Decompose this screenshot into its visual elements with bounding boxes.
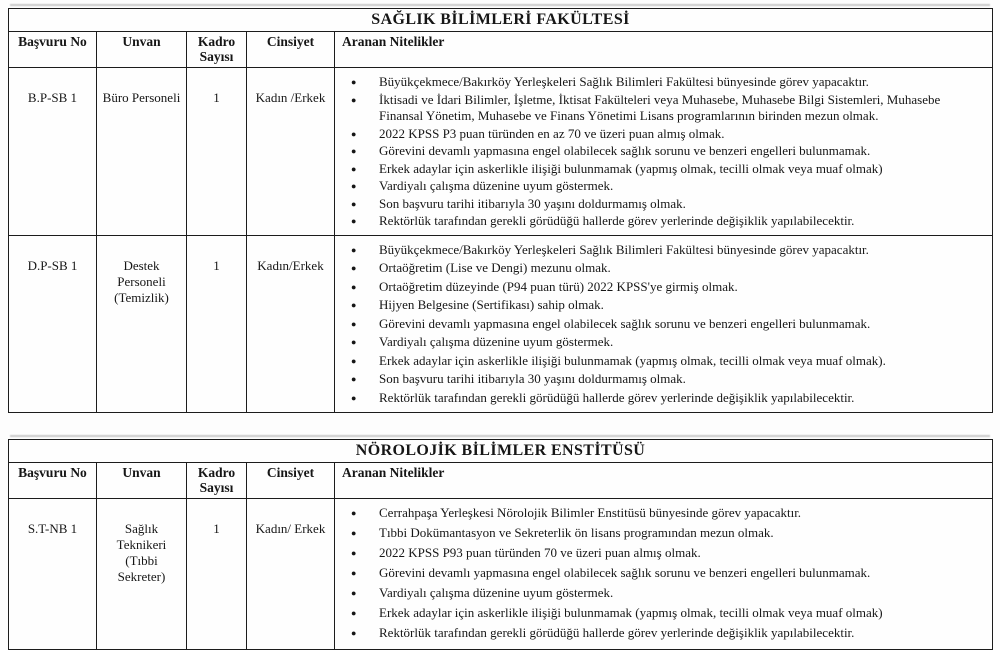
requirement-item [347, 178, 986, 195]
bullet-icon: ● [351, 263, 357, 273]
bullet-icon: ● [351, 216, 357, 226]
column-header-cinsiyet: Cinsiyet [247, 32, 335, 68]
requirement-text: Rektörlük tarafından gerekli görüdüğü hallerde görev yerlerinde değişiklik yapılabilecektir. [379, 213, 855, 228]
requirement-text: İktisadi ve İdari Bilimler, İşletme, İktisat Fakülteleri veya Muhasebe, Muhasebe Bilgi Sistemleri, Muhasebe Finansal Yönetim, Muhasebe ve Finans Yönetimi Lisans programlarının birinden mezun olmak. [379, 91, 941, 123]
requirement-item [347, 545, 986, 562]
cell-cinsiyet: Kadın/ Erkek [247, 499, 335, 650]
cell-unvan: Sağlık Teknikeri (Tıbbi Sekreter) [97, 499, 187, 650]
column-header-aranan-nitelikler: Aranan Nitelikler [335, 463, 993, 499]
requirement-text: Tıbbi Dokümantasyon ve Sekreterlik ön lisans programından mezun olmak. [379, 525, 774, 540]
job-table [8, 8, 993, 413]
cell-kadro-sayisi: 1 [187, 235, 247, 413]
requirement-item [347, 213, 986, 230]
requirement-item [347, 625, 986, 642]
bullet-icon: ● [351, 300, 357, 310]
requirement-text: Ortaöğretim düzeyinde (P94 puan türü) 2022 KPSS'ye girmiş olmak. [379, 278, 738, 294]
requirement-item [347, 92, 986, 125]
requirement-item [347, 334, 986, 351]
requirement-item [347, 126, 986, 143]
column-header-kadro-sayisi: Kadro Sayısı [187, 463, 247, 499]
requirement-text: Rektörlük tarafından gerekli görüdüğü hallerde görev yerlerinde değişiklik yapılabilecektir. [379, 625, 855, 640]
cell-aranan-nitelikler [335, 235, 993, 413]
requirement-text: Büyükçekmece/Bakırköy Yerleşkeleri Sağlık Bilimleri Fakültesi bünyesinde görev yapacaktır. [379, 74, 869, 89]
column-header-unvan: Unvan [97, 463, 187, 499]
bullet-icon: ● [351, 181, 357, 191]
requirement-item [347, 242, 986, 259]
requirement-item [347, 390, 986, 407]
requirement-text: Görevini devamlı yapmasına engel olabilecek sağlık sorunu ve benzeri engelleri bulunmamak. [379, 143, 871, 158]
job-table-section [8, 439, 992, 650]
bullet-icon: ● [351, 318, 357, 329]
bullet-icon: ● [351, 94, 357, 105]
bullet-icon: ● [351, 528, 357, 538]
cell-aranan-nitelikler [335, 499, 993, 650]
requirement-text: Vardiyalı çalışma düzenine uyum göstermek. [379, 178, 614, 193]
cell-basvuru-no: D.P-SB 1 [9, 235, 97, 413]
cell-aranan-nitelikler [335, 68, 993, 236]
bullet-icon: ● [351, 568, 357, 578]
cell-basvuru-no: B.P-SB 1 [9, 68, 97, 236]
requirement-text: Büyükçekmece/Bakırköy Yerleşkeleri Sağlık Bilimleri Fakültesi bünyesinde görev yapacaktır. [379, 241, 869, 257]
cell-cinsiyet: Kadın /Erkek [247, 68, 335, 236]
requirement-item [347, 161, 986, 178]
bullet-icon: ● [351, 588, 357, 598]
cell-kadro-sayisi: 1 [187, 68, 247, 236]
bullet-icon: ● [351, 77, 357, 87]
requirement-item [347, 353, 986, 370]
bullet-icon: ● [351, 281, 357, 292]
requirement-item [347, 143, 986, 160]
requirement-item [347, 316, 986, 333]
table-title: NÖROLOJİK BİLİMLER ENSTİTÜSÜ [9, 440, 993, 463]
bullet-icon: ● [351, 392, 357, 403]
requirement-text: Erkek adaylar için askerlikle ilişiği bulunmamak (yapmış olmak, tecilli olmak veya muaf olmak) [379, 160, 883, 176]
table-row [9, 68, 993, 236]
bullet-icon: ● [351, 374, 357, 384]
bullet-icon: ● [351, 128, 357, 139]
column-header-kadro-sayisi: Kadro Sayısı [187, 32, 247, 68]
cell-unvan: Büro Personeli [97, 68, 187, 236]
requirement-text: Son başvuru tarihi itibarıyla 30 yaşını doldurmamış olmak. [379, 371, 686, 386]
requirement-item [347, 371, 986, 388]
requirement-item [347, 279, 986, 296]
cell-kadro-sayisi: 1 [187, 499, 247, 650]
bullet-icon: ● [351, 508, 357, 518]
bullet-icon: ● [351, 608, 357, 618]
requirement-item [347, 525, 986, 542]
requirement-item [347, 260, 986, 277]
requirement-item [347, 297, 986, 314]
bullet-icon: ● [351, 198, 357, 209]
bullet-icon: ● [351, 146, 357, 156]
requirement-text: Rektörlük tarafından gerekli görüdüğü hallerde görev yerlerinde değişiklik yapılabilecektir. [379, 389, 855, 405]
requirement-item [347, 505, 986, 522]
column-header-aranan-nitelikler: Aranan Nitelikler [335, 32, 993, 68]
job-table [8, 439, 993, 650]
requirement-text: Görevini devamlı yapmasına engel olabilecek sağlık sorunu ve benzeri engelleri bulunmamak. [379, 565, 871, 580]
bullet-icon: ● [351, 628, 357, 638]
requirement-item [347, 605, 986, 622]
requirement-text: Erkek adaylar için askerlikle ilişiği bulunmamak (yapmış olmak, tecilli olmak veya muaf olmak). [379, 352, 886, 368]
column-header-unvan: Unvan [97, 32, 187, 68]
bullet-icon: ● [351, 337, 357, 347]
requirement-text: Ortaöğretim (Lise ve Dengi) mezunu olmak. [379, 260, 611, 275]
requirement-item [347, 74, 986, 91]
bullet-icon: ● [351, 163, 357, 174]
job-table-section [8, 8, 992, 413]
requirement-text: Vardiyalı çalışma düzenine uyum göstermek. [379, 334, 614, 349]
cell-basvuru-no: S.T-NB 1 [9, 499, 97, 650]
table-title: SAĞLIK BİLİMLERİ FAKÜLTESİ [9, 9, 993, 32]
requirement-text: Erkek adaylar için askerlikle ilişiği bulunmamak (yapmış olmak, tecilli olmak veya muaf olmak) [379, 605, 883, 620]
column-header-basvuru-no: Başvuru No [9, 463, 97, 499]
requirement-text: Hijyen Belgesine (Sertifikası) sahip olmak. [379, 297, 604, 312]
requirement-text: Vardiyalı çalışma düzenine uyum göstermek. [379, 585, 614, 600]
requirement-text: Son başvuru tarihi itibarıyla 30 yaşını doldurmamış olmak. [379, 195, 686, 211]
column-header-basvuru-no: Başvuru No [9, 32, 97, 68]
requirement-text: 2022 KPSS P3 puan türünden en az 70 ve üzeri puan almış olmak. [379, 125, 725, 141]
table-row [9, 235, 993, 413]
requirement-text: Cerrahpaşa Yerleşkesi Nörolojik Bilimler Enstitüsü bünyesinde görev yapacaktır. [379, 505, 802, 520]
requirement-item [347, 196, 986, 213]
requirement-text: Görevini devamlı yapmasına engel olabilecek sağlık sorunu ve benzeri engelleri bulunmamak. [379, 315, 871, 331]
bullet-icon: ● [351, 548, 357, 558]
bullet-icon: ● [351, 355, 357, 366]
cell-cinsiyet: Kadın/Erkek [247, 235, 335, 413]
bullet-icon: ● [351, 244, 357, 255]
requirement-text: 2022 KPSS P93 puan türünden 70 ve üzeri puan almış olmak. [379, 545, 701, 560]
cell-unvan: Destek Personeli (Temizlik) [97, 235, 187, 413]
table-row [9, 499, 993, 650]
requirement-item [347, 585, 986, 602]
requirement-item [347, 565, 986, 582]
column-header-cinsiyet: Cinsiyet [247, 463, 335, 499]
